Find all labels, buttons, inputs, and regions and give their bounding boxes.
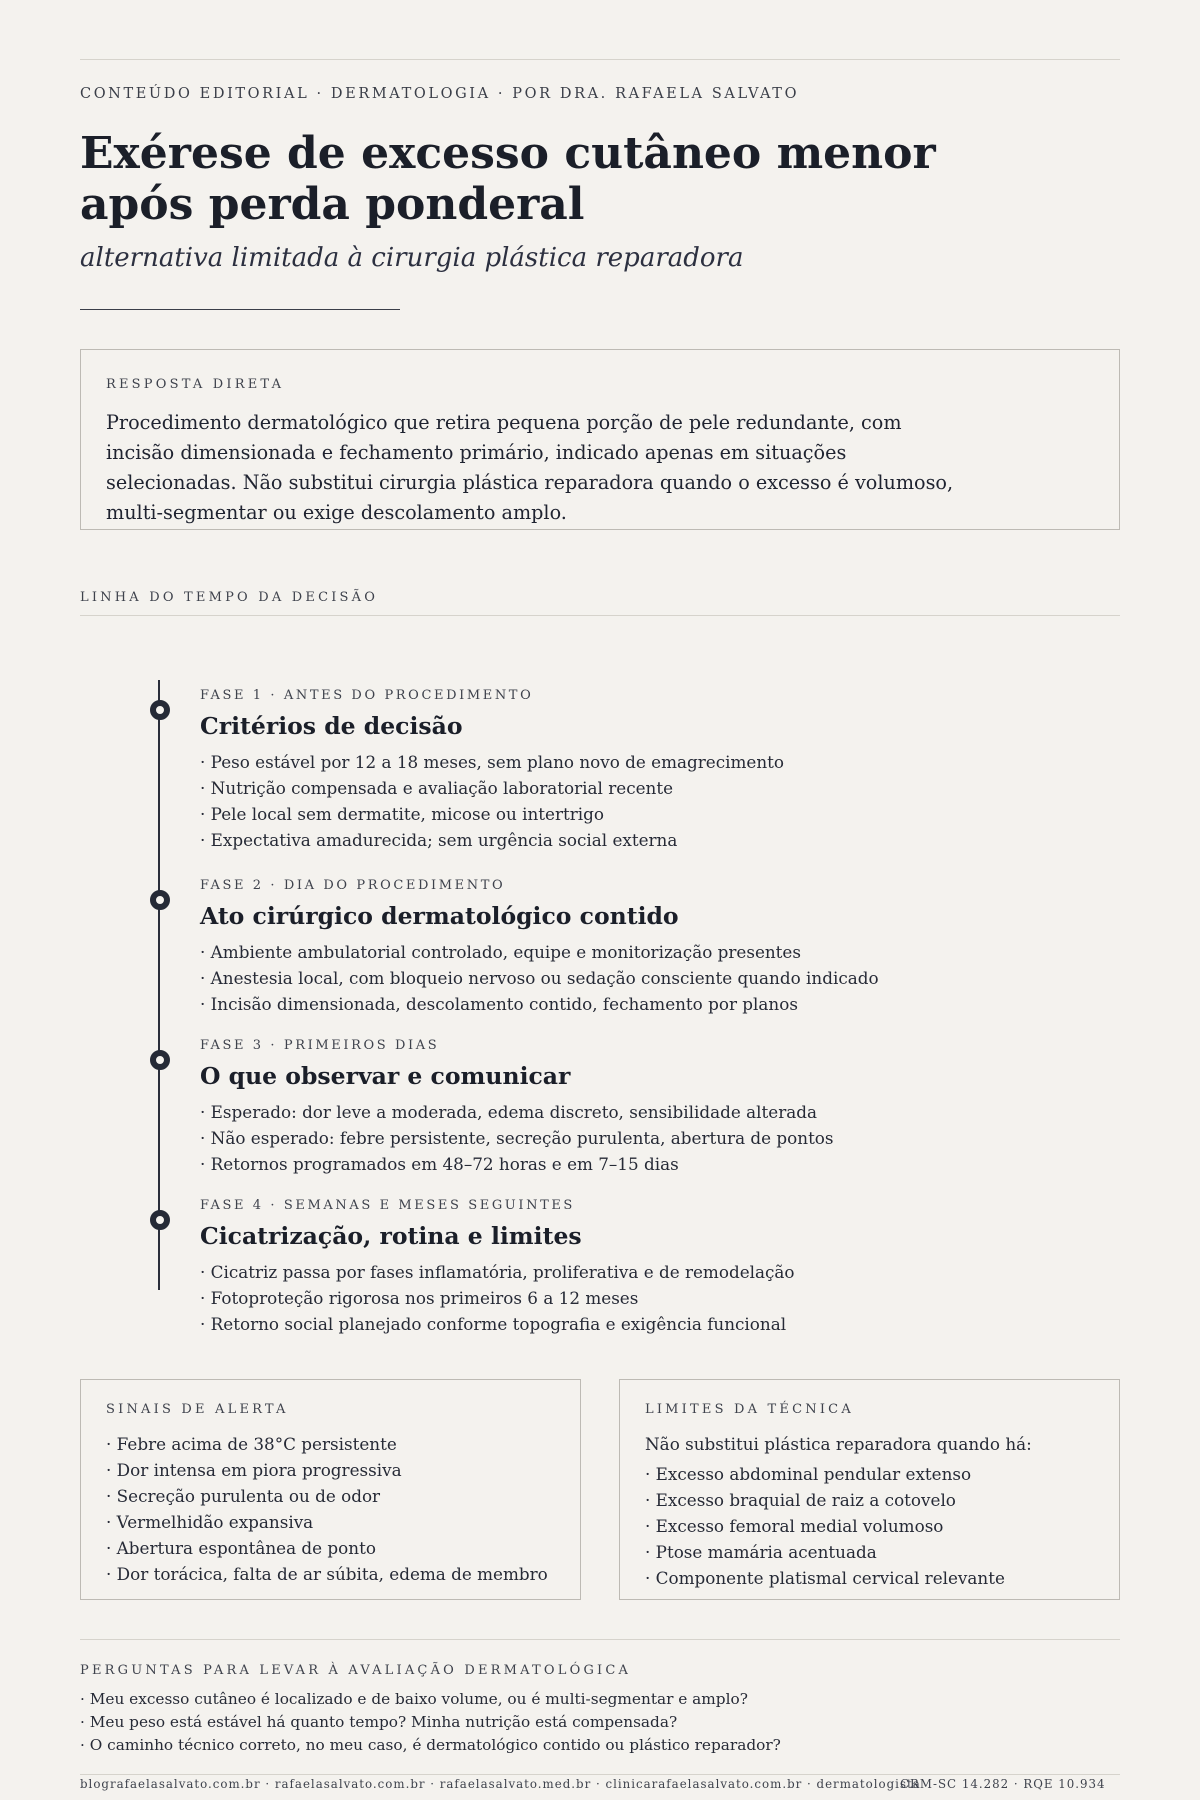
alert-signs-label: SINAIS DE ALERTA xyxy=(106,1402,289,1417)
list-item: · Pele local sem dermatite, micose ou intertrigo xyxy=(200,804,604,824)
timeline-marker xyxy=(150,1050,170,1070)
list-item: · Meu excesso cutâneo é localizado e de baixo volume, ou é multi-segmentar e amplo? xyxy=(80,1690,748,1708)
list-item: · Incisão dimensionada, descolamento contido, fechamento por planos xyxy=(200,994,798,1014)
list-item: · Fotoproteção rigorosa nos primeiros 6 a 12 meses xyxy=(200,1288,639,1308)
editorial-kicker: CONTEÚDO EDITORIAL · DERMATOLOGIA · POR DRA. RAFAELA SALVATO xyxy=(80,86,800,102)
timeline-divider xyxy=(80,615,1120,616)
phase-list xyxy=(200,939,1020,1017)
list-item: · Nutrição compensada e avaliação laboratorial recente xyxy=(200,778,674,798)
phase-list xyxy=(200,1099,1020,1177)
technique-limits-label: LIMITES DA TÉCNICA xyxy=(645,1402,854,1417)
page-subtitle: alternativa limitada à cirurgia plástica reparadora xyxy=(80,243,744,273)
list-item: · Componente platismal cervical relevante xyxy=(645,1568,1005,1588)
page-title-line-1: Exérese de excesso cutâneo menor xyxy=(80,128,936,179)
questions-list xyxy=(80,1688,781,1757)
list-item: · Cicatriz passa por fases inflamatória, proliferativa e de remodelação xyxy=(200,1262,795,1282)
technique-limits-intro: Não substitui plástica reparadora quando há: xyxy=(645,1434,1032,1454)
phase-title: Ato cirúrgico dermatológico contido xyxy=(200,902,679,930)
timeline-line xyxy=(158,680,160,1290)
list-item: · Vermelhidão expansiva xyxy=(106,1512,314,1532)
timeline-phase-4 xyxy=(200,1198,1020,1337)
phase-list xyxy=(200,749,1020,853)
list-item: · Secreção purulenta ou de odor xyxy=(106,1486,381,1506)
direct-answer-label: RESPOSTA DIRETA xyxy=(106,377,285,392)
technique-limits-card xyxy=(619,1379,1120,1600)
list-item: · Ambiente ambulatorial controlado, equipe e monitorização presentes xyxy=(200,942,801,962)
list-item: · Abertura espontânea de ponto xyxy=(106,1538,376,1558)
list-item: · Dor intensa em piora progressiva xyxy=(106,1460,402,1480)
list-item: · Ptose mamária acentuada xyxy=(645,1542,877,1562)
list-item: · Excesso femoral medial volumoso xyxy=(645,1516,944,1536)
list-item: · Excesso abdominal pendular extenso xyxy=(645,1464,972,1484)
phase-label: FASE 1 · ANTES DO PROCEDIMENTO xyxy=(200,688,534,703)
list-item: · Dor torácica, falta de ar súbita, edema de membro xyxy=(106,1564,548,1584)
phase-label: FASE 2 · DIA DO PROCEDIMENTO xyxy=(200,878,506,893)
list-item: · Anestesia local, com bloqueio nervoso ou sedação consciente quando indicado xyxy=(200,968,879,988)
list-item: · Febre acima de 38°C persistente xyxy=(106,1434,397,1454)
list-item: · Peso estável por 12 a 18 meses, sem plano novo de emagrecimento xyxy=(200,752,784,772)
footer-registration: CRM-SC 14.282 · RQE 10.934 xyxy=(900,1777,1106,1791)
timeline-phase-3 xyxy=(200,1038,1020,1177)
list-item: · Não esperado: febre persistente, secreção purulenta, abertura de pontos xyxy=(200,1128,834,1148)
timeline-marker xyxy=(150,700,170,720)
alert-signs-card xyxy=(80,1379,581,1600)
questions-divider xyxy=(80,1639,1120,1640)
timeline-marker xyxy=(150,1210,170,1230)
page-title-line-2: após perda ponderal xyxy=(80,179,585,230)
phase-title: O que observar e comunicar xyxy=(200,1062,571,1090)
phase-label: FASE 3 · PRIMEIROS DIAS xyxy=(200,1038,440,1053)
questions-section-label: PERGUNTAS PARA LEVAR À AVALIAÇÃO DERMATOLÓGICA xyxy=(80,1663,632,1678)
timeline-phase-1 xyxy=(200,688,1020,853)
list-item: · Excesso braquial de raiz a cotovelo xyxy=(645,1490,956,1510)
footer-divider xyxy=(80,1774,1120,1775)
direct-answer-box xyxy=(80,349,1120,530)
direct-answer-text: Procedimento dermatológico que retira pequena porção de pele redundante, com incisão dimensionada e fechamento primário, indicado apenas em situações selecionadas. Não substitui cirurgia plástica reparadora quando o excesso é volumoso, multi-segmentar ou exige descolamento amplo. xyxy=(106,411,954,524)
page-title xyxy=(80,128,936,230)
timeline-phase-2 xyxy=(200,878,1020,1017)
footer-links: blografaelasalvato.com.br · rafaelasalvato.com.br · rafaelasalvato.med.br · clinicarafaelasalvato.com.br · dermatologista xyxy=(80,1777,921,1791)
list-item: · O caminho técnico correto, no meu caso, é dermatológico contido ou plástico reparador? xyxy=(80,1736,781,1754)
title-underline xyxy=(80,309,400,310)
technique-limits-list xyxy=(645,1461,1095,1591)
list-item: · Expectativa amadurecida; sem urgência social externa xyxy=(200,830,678,850)
timeline-marker xyxy=(150,890,170,910)
list-item: · Esperado: dor leve a moderada, edema discreto, sensibilidade alterada xyxy=(200,1102,817,1122)
phase-list xyxy=(200,1259,1020,1337)
top-divider xyxy=(80,59,1120,60)
list-item: · Meu peso está estável há quanto tempo? Minha nutrição está compensada? xyxy=(80,1713,678,1731)
timeline-section-label: LINHA DO TEMPO DA DECISÃO xyxy=(80,590,379,605)
phase-title: Critérios de decisão xyxy=(200,712,463,740)
alert-signs-list xyxy=(106,1431,556,1587)
phase-label: FASE 4 · SEMANAS E MESES SEGUINTES xyxy=(200,1198,575,1213)
list-item: · Retorno social planejado conforme topografia e exigência funcional xyxy=(200,1314,787,1334)
list-item: · Retornos programados em 48–72 horas e em 7–15 dias xyxy=(200,1154,679,1174)
phase-title: Cicatrização, rotina e limites xyxy=(200,1222,582,1250)
